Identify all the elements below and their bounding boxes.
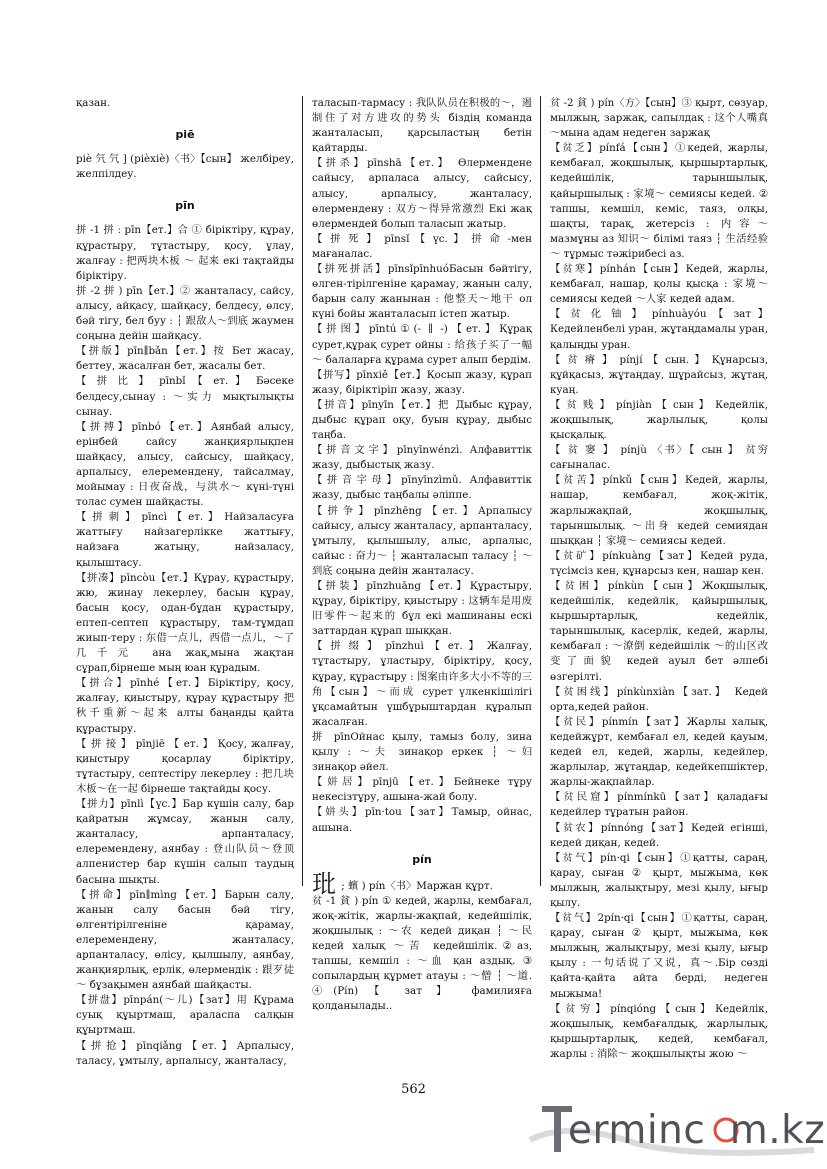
dictionary-entry: 【拼合】pīnhé【ет.】Біріктіру, қосу, жалғау, қиыстыру, құрау құрастыру 把秋千重新～起来 алты баңанды қайта құрастыру. [76, 677, 294, 735]
dictionary-entry: 【 拼 刺 】 pīncì 【 ет. 】 Найзаласуға жаттығу найзагерлікке жаттығу, найзаға жатыңу, найзаласу, қылыштасу. [76, 511, 294, 569]
dictionary-entry: 【拼抢】pīnqiǎng【ет.】Арпалысу, таласу, ұмтылу, арпалысу, жанталасу, [76, 1039, 294, 1067]
dictionary-entry: 【 拼 接 】 pīnjiē 【 ет. 】 Қосу, жалғау, қиыстыру қосарлау біріктіру, тұтастыру, септестіру лекерлеу : 把几块木板～在一起 бірнеше тақтайды қосу. [76, 737, 294, 795]
dictionary-entry: 贫 -2 貧 ) pín〈方〉【сын】③ қырт, сөзуар, мылжың, заржақ, сапылдақ : 这个人嘴真～мына адам недеген заржақ [550, 97, 768, 140]
dictionary-entry: 【贫农】pínnóng【зат】Кедей егінші, кедей диқан, кедей. [550, 821, 768, 849]
dictionary-entry: 【贫寒】pínhán【сын】Кедей, жарлы, кембағал, нашар, қолы қысқа : 家境～ семиясы кедей ～人家 кедей адам. [550, 263, 768, 306]
dictionary-entry: 【拼音】pīnyīn【ет.】把 Дыбыс құрау, дыбыс құрап оқу, буын құрау, дыбыс таңба. [312, 398, 532, 442]
dictionary-entry: 【拼装】pīnzhuāng【ет.】Құрастыру, құрау, біріктіру, қиыстыру : 这辆车是用废旧零件～起来的 бұл екі машинаны ескі заттардан құрап шыққан. [312, 580, 532, 638]
dictionary-entry: 【贫气】pín·qi【сын】①қатты, сараң, қарау, сыған ② қырт, мыжыма, көк мылжың, жалықтыру, мезі қылу, ығыр қылу. [550, 851, 768, 909]
dictionary-entry: 【 拼 比 】 pīnbǐ 【 ет. 】 Бәсеке белдесу,сынау : ～实力 мықтылықты сынау. [76, 375, 294, 418]
dictionary-entry: 【姘头】pīn·tou【зат】Тамыр, ойнас, ашына. [312, 806, 532, 834]
dictionary-entry: 【拼写】pīnxiě【ет.】Қосып жазу, құрап жазу, біріктіріп жазу, жазу. [312, 368, 532, 396]
dictionary-entry: 【拼凑】pīncòu【ет.】Құрау, құрастыру, жю, жинау лекерлеу, басын құрау, басын қосу, одан-бұдан құрастыру, ептеп-септеп құрастыру, там-тұмдап жиып-теру : 东借一点儿，西借一点儿，～了几千元 ана жақ,мына жақтан сұрап,бірнеше мың юан құрадым. [76, 571, 294, 675]
dictionary-entry: 【拼盘】pīnpán(～儿)【зат】用 Құрама суық құыртмаш, араласпа салқын құыртмаш. [76, 994, 294, 1037]
dictionary-entry: қазан. [76, 97, 111, 109]
dictionary-entry: таласып-тармасу : 我队队员在积极的～，遏制住了对方进攻的势头 біздің команда жанталасып, қарсыластың бетін қайтарды. [312, 97, 532, 155]
section-heading: pīn [175, 199, 195, 213]
dictionary-entry: 【 拼 死 】 pīnsǐ 【 үс. 】 拼 命 -мен мағаналас. [312, 232, 532, 260]
dictionary-entry: 贫 -1 貧 ) pín ① кедей, жарлы, кембағал, жоқ-жітік, жарлы-жақпай, кедейшілік, жоқшылық : ～农 кедей диқан ┆ ～民 кедей халық ～苦 кедейшілік.②аз, тапшы, кемшіл : ～血 қан аздық. ③ сопылардың құрмет атауы : ～僧 ┆ ～道. ④(Pín)【 зат 】 фамилияға қолданылады.. [312, 894, 532, 1013]
dictionary-entry: 【拼音字母】pīnyīnzìmǔ. Алфавиттік жазу, дыбыс таңбалы әліппе. [312, 474, 532, 502]
dictionary-entry: 【贫困线】pínkùnxiàn【зат.】 Кедей орта,кедей район. [550, 685, 768, 713]
section-heading: pín [412, 852, 432, 866]
dictionary-entry: 拼 pīnОйнас қылу, тамыз болу, зина қылу : ～夫 зинақор еркек ┆ ～妇 зинақор әйел. [312, 730, 532, 774]
logo-visible-text: erminc m.kz [568, 1108, 826, 1153]
dictionary-entry: 【贫苦】pínkǔ【сын】Кедей, жарлы, нашар, кембағал, жоқ-жітік, жарлыжақпай, жоқшылық, тарыншылық. ～出身 кедей семиядан шыққан ┆ 家境～ семиясы кедей. [550, 474, 768, 547]
site-logo [528, 1100, 826, 1158]
dictionary-entry: 【贫困】pínkùn【сын】Жоқшылық, кедейшілік, кедейлік, қайыршылық, кыршыртарлық, кедейлік, тарыншылық, касерлік, кедей, жарлы, кембағал : ～潦倒 кедейшілік ～的山区改变了面貌 кедей ауыл бет әлпебі өзгерілті. [550, 580, 768, 683]
dictionary-entry: 【姘居】pīnjū【ет.】Бейнеке тұру некесізтұру, ашына-жай болу. [312, 776, 532, 804]
dictionary-entry: 【拼死拼活】pīnsǐpīnhuóБасын бәйтігу, өлген-тірілгеніне қарамау, жанын салу, барын салу жанынан : 他整天～地干 ол күні бойы жанталасып істеп жатыр. [312, 263, 532, 321]
dictionary-entry: 【 贫 贱 】 pínjiàn 【 сын 】 Кедейлік, жоқшылық, жарлылық, қолы қысқалық. [550, 398, 768, 442]
dictionary-entry: 【拼图】pīntú①(- ∥ -)【ет.】Құрақ сурет,құрақ сурет ойны : 给孩子买了一幅～ балаларға құрама сурет алып бердім. [312, 323, 532, 366]
column-left [76, 96, 294, 1069]
page-number: 562 [401, 1082, 426, 1097]
dictionary-entry: 【拼命】pīn∥mìng【ет.】Барын салу, жанын салу басын бәй тігу, өлгентірілгеніне қарамау, елеремендену, жанталасу, арпанталасу, өлісу, қылшылу, аянбау, жанқиярлық, ерлік, өлермендік : 跟歹徒～ бұзақымен аянбай шайқасты. [76, 888, 294, 992]
column-divider-left [302, 96, 303, 886]
dictionary-entry: 拼 -2 拼 ) pīn【ет.】② жанталасу, сайсу, алысу, айқасу, шайқасу, белдесу, өлсу, бәй тігу, бел буу : ┆ 跟敌人～到底 жаумен соңына дейін шайқасу. [76, 284, 294, 343]
dictionary-entry: 【 贫 穷 】 pínqióng 【 сын 】 Кедейлік, жоқшылық, кембағалдық, жарлылық, қыршыртарлық, кедей, кембағал, жарлы : 消除～ жоқшылықты жою ～ [550, 1002, 768, 1060]
dictionary-entry: 拼 -1 拼 ː pīn【ет.】合 ① біріктіру, құрау, құрастыру, тұтастыру, қосу, ұлау, жалғау : 把两块木板 ～ 起来 екі тақтайды біріктіру. [76, 224, 294, 282]
column-middle [312, 96, 532, 1015]
dictionary-entry: 【 贫 化 铀 】 pínhuàyóu 【 зат 】 Кедейленбелі уран, жұтаңдамалы уран, қалыңды уран. [550, 308, 768, 351]
column-divider-right [540, 96, 541, 886]
dictionary-entry: 【拼杀】pīnshā【ет.】 Өлерменденe сайысу, арпаласа алысу, сайсысу, алысу, арпалысу, жанталасу, өлермендену : 双方～得异常激烈 Екі жақ өлермендей болып таласып жатыр. [312, 157, 532, 230]
dictionary-entry: piè 氕 氕 ] (pièxiè)〈书〉【сын】 желбіреу, желпілдеу. [76, 153, 294, 181]
dictionary-entry: 【 拼 缀 】 pīnzhuì 【 ет. 】 Жалғау, тұтастыру, ұластыру, біріктіру, қосу, құрау, құрастыру : 图案由许多大小不等的三角【сын】～而成 сурет үлкенкішілігі ұқсамайтын үшбұрыштардан құралып жасалған. [312, 640, 532, 728]
section-heading: piē [175, 128, 195, 142]
dictionary-entry: 【贫民】pínmín【зат】Жарлы халық, кедейжұрт, кембағал ел, кедей қауым, кедей ел, кедей, жарлы, кедейлер, жарлылар, жұтаңдар, кедейкепшіктер, жарлы-жақпайлар. [550, 715, 768, 789]
dictionary-entry: 【拼争】pīnzhēng【ет.】Арпалысу сайысу, алысу жанталасу, арпанталасу, ұмтылу, қылышылу, алыс, арпалыс, сайыс : 奋力～ ┆ жанталасып таласу ┆ ～到底 соңына дейін жанталасу. [312, 504, 532, 577]
dictionary-entry: 【贫民窟】pínmínkū【зат】қаладағы кедейлер тұратын район. [550, 791, 768, 819]
dictionary-entry: 【拼力】pīnlì【үс.】Бар күшін салу, бар қайратын жұмсау, жанын салу, жанталасу, арпанталасу, елеремендену, аянбау : 登山队员～登顶 алпенистер бар күшін салып таудың басына шықты. [76, 798, 294, 886]
dictionary-entry: 【拼音文字】pīnyīnwénzì. Алфавиттік жазу, дыбыстық жазу. [312, 444, 532, 472]
dictionary-entry: 【拼版】pīn∥bǎn【ет.】按 Бет жасау, беттеу, жасалған бет, жасалы бет. [76, 345, 294, 373]
dictionary-entry: 【拼搏】pīnbó【ет.】Аянбай алысу, ерінбей сайсу жанқиярлықпен шайқасу, алысу, сайсысу, шайқасу, арпалысу, елеремендену, тайсалмау, мойымау : 日夜奋战，与洪水～ күні-түні толас сумен шайқасты. [76, 420, 294, 509]
column-right [550, 96, 768, 1062]
dictionary-entry: 【贫乏】pínfá【сын】①кедей, жарлы, кембағал, жоқшылық, қыршыртарлық, кедейшілік, тарыншылық, қайыршылық : 家境～ семиясы кедей. ② тапшы, кемшіл, кеміс, таяз, олқы, шақты, тарақ, жетерсіз : 内容～ мазмұны аз 知识～ білімі таяз ┆ 生活经验～ тұрмыс тәжірибесі аз. [550, 142, 768, 260]
dictionary-entry: 【 贫 瘠 】 pínjí 【 сын. 】 Құнарсыз, құйқасыз, жұтаңдау, шұрайсыз, жұтаң, куаң. [550, 353, 768, 396]
dictionary-entry: 【 贫 窭 】 pínjù 〈书〉【 сын 】 贫穷 сағыналас. [550, 444, 768, 472]
dictionary-entry: 【贫气】2pín·qi【сын】①қатты, сараң, қарау, сыған ② қырт, мыжыма, көк мылжың, жалықтыру, мезі қылу, ығыр қылу : 一句话说了又说，真～.Бір сөзді қайта-қайта айта берді, недеген мыжыма! [550, 912, 768, 1000]
headword-character: 玭 [312, 869, 336, 898]
dictionary-entry: 玭 ; 蠙 ) pín〈书〉Маржан құрт. [312, 869, 493, 898]
dictionary-entry: 【贫矿】pínkuàng【зат】Кедей руда, түсімсіз кен, құнарсыз кен, нашар кен. [550, 549, 768, 577]
